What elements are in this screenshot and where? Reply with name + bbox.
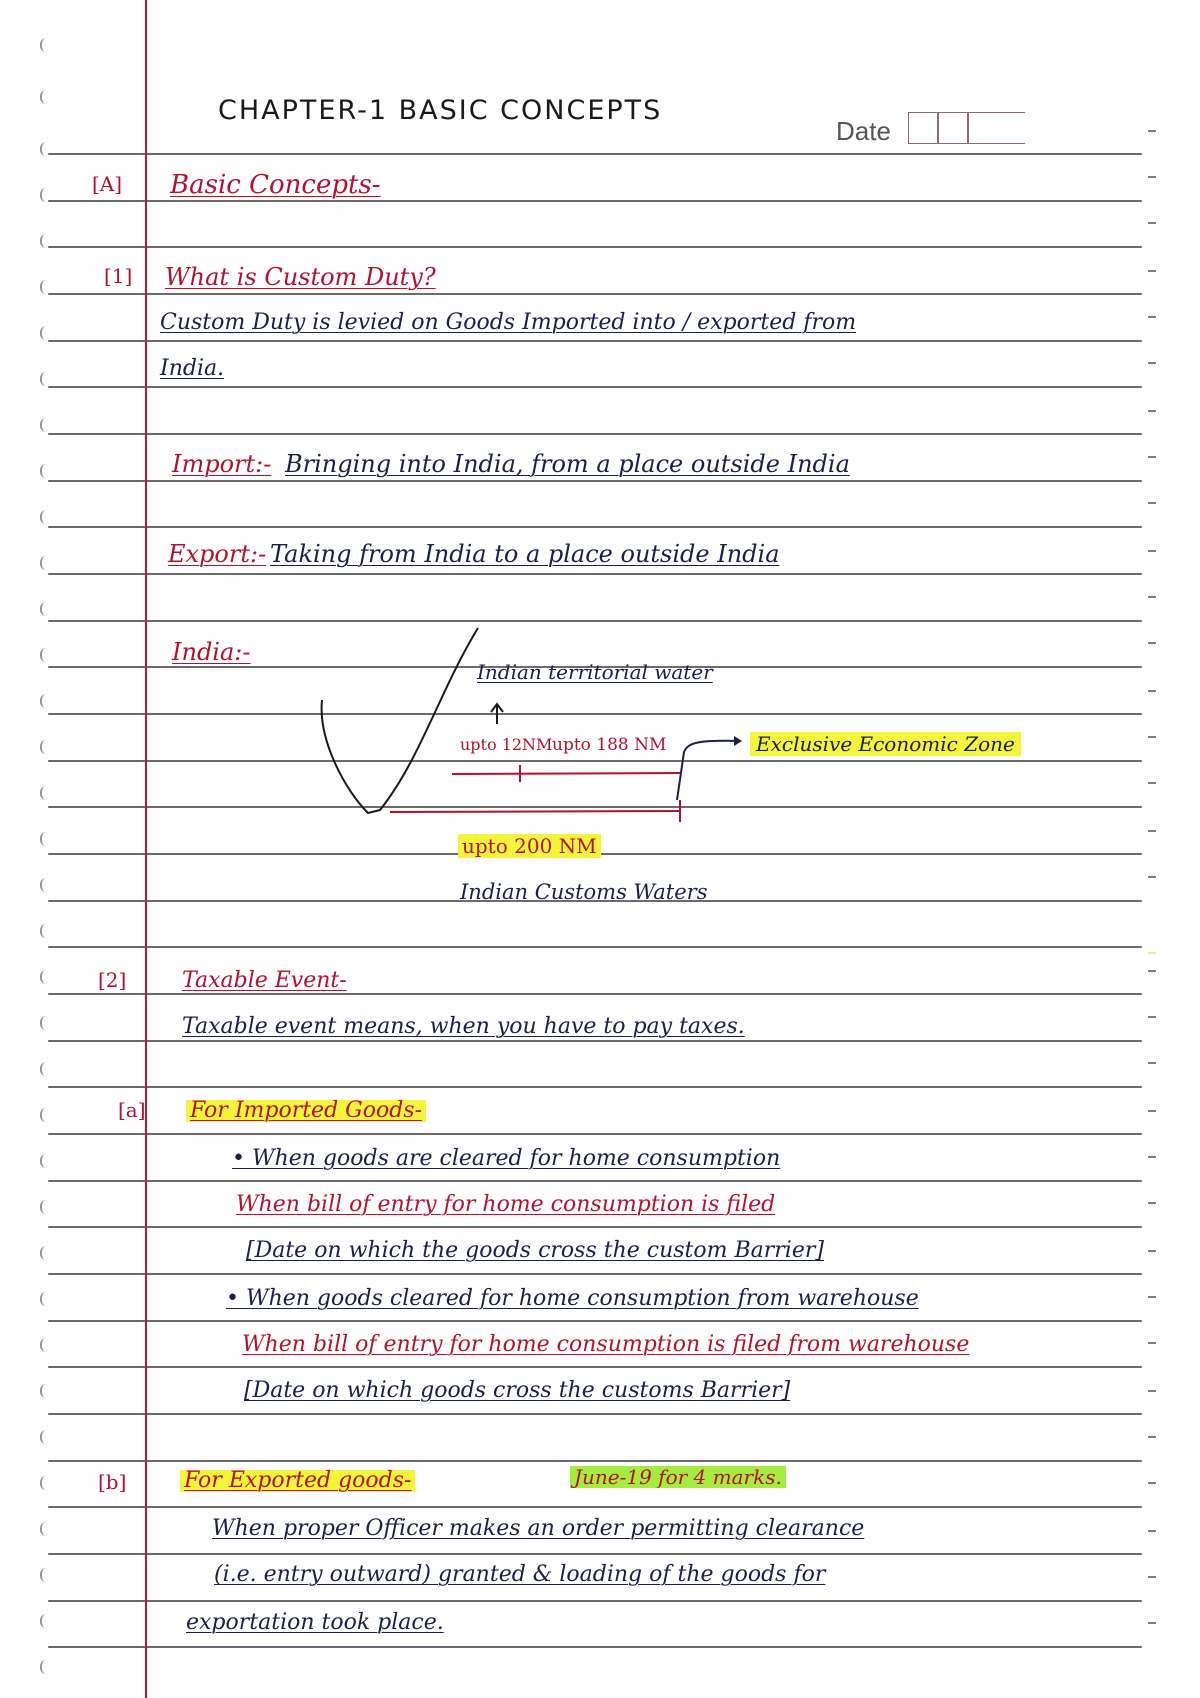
label-upto-200nm: upto 200 NM (458, 834, 601, 858)
label-upto-12nm: upto 12NM (460, 735, 553, 754)
exported-text-line3: exportation took place. (186, 1610, 444, 1635)
diagram-label-india: India:- (172, 638, 251, 666)
page-title: CHAPTER-1 BASIC CONCEPTS (218, 95, 663, 126)
label-upto-188nm: upto 188 NM (552, 735, 667, 755)
imported-bullet-1-date-note: [Date on which the goods cross the custom Barrier] (246, 1238, 824, 1263)
imported-bullet-1-note-red: When bill of entry for home consumption is filed (236, 1192, 776, 1217)
import-definition: Bringing into India, from a place outside India (285, 450, 850, 478)
export-definition: Taking from India to a place outside India (270, 540, 780, 568)
exported-text-line2: (i.e. entry outward) granted & loading of the goods for (214, 1562, 826, 1587)
imported-bullet-1: • When goods are cleared for home consumption (232, 1146, 781, 1171)
section-marker-1: [1] (104, 264, 133, 288)
section-marker-b: [b] (98, 1470, 127, 1494)
custom-duty-definition-line1: Custom Duty is levied on Goods Imported into / exported from (160, 310, 857, 335)
label-indian-customs-waters: Indian Customs Waters (460, 880, 708, 904)
label-exclusive-economic-zone: Exclusive Economic Zone (750, 732, 1021, 756)
exam-note-june-19: June-19 for 4 marks. (570, 1466, 786, 1488)
import-label: Import:- (172, 450, 272, 478)
section-heading-basic-concepts: Basic Concepts- (170, 170, 381, 200)
custom-duty-definition-line2: India. (160, 356, 225, 381)
question-custom-duty: What is Custom Duty? (165, 263, 436, 291)
imported-bullet-2-date-note: [Date on which goods cross the customs Barrier] (244, 1378, 791, 1403)
section-marker-2: [2] (98, 968, 127, 992)
taxable-event-definition: Taxable event means, when you have to pay taxes. (182, 1014, 745, 1039)
export-label: Export:- (168, 540, 267, 568)
section-heading-taxable-event: Taxable Event- (182, 968, 347, 993)
date-label: Date (836, 116, 891, 146)
section-marker-a: [A] (92, 172, 123, 196)
imported-bullet-2: • When goods cleared for home consumption from warehouse (226, 1286, 919, 1311)
label-territorial-water: Indian territorial water (477, 660, 713, 684)
section-heading-imported-goods: For Imported Goods- (186, 1100, 426, 1122)
section-marker-a-imported: [a] (118, 1098, 146, 1122)
exported-text-line1: When proper Officer makes an order permitting clearance (212, 1516, 865, 1541)
imported-bullet-2-note-red: When bill of entry for home consumption is filed from warehouse (242, 1332, 970, 1357)
section-heading-exported-goods: For Exported goods- (180, 1470, 415, 1492)
